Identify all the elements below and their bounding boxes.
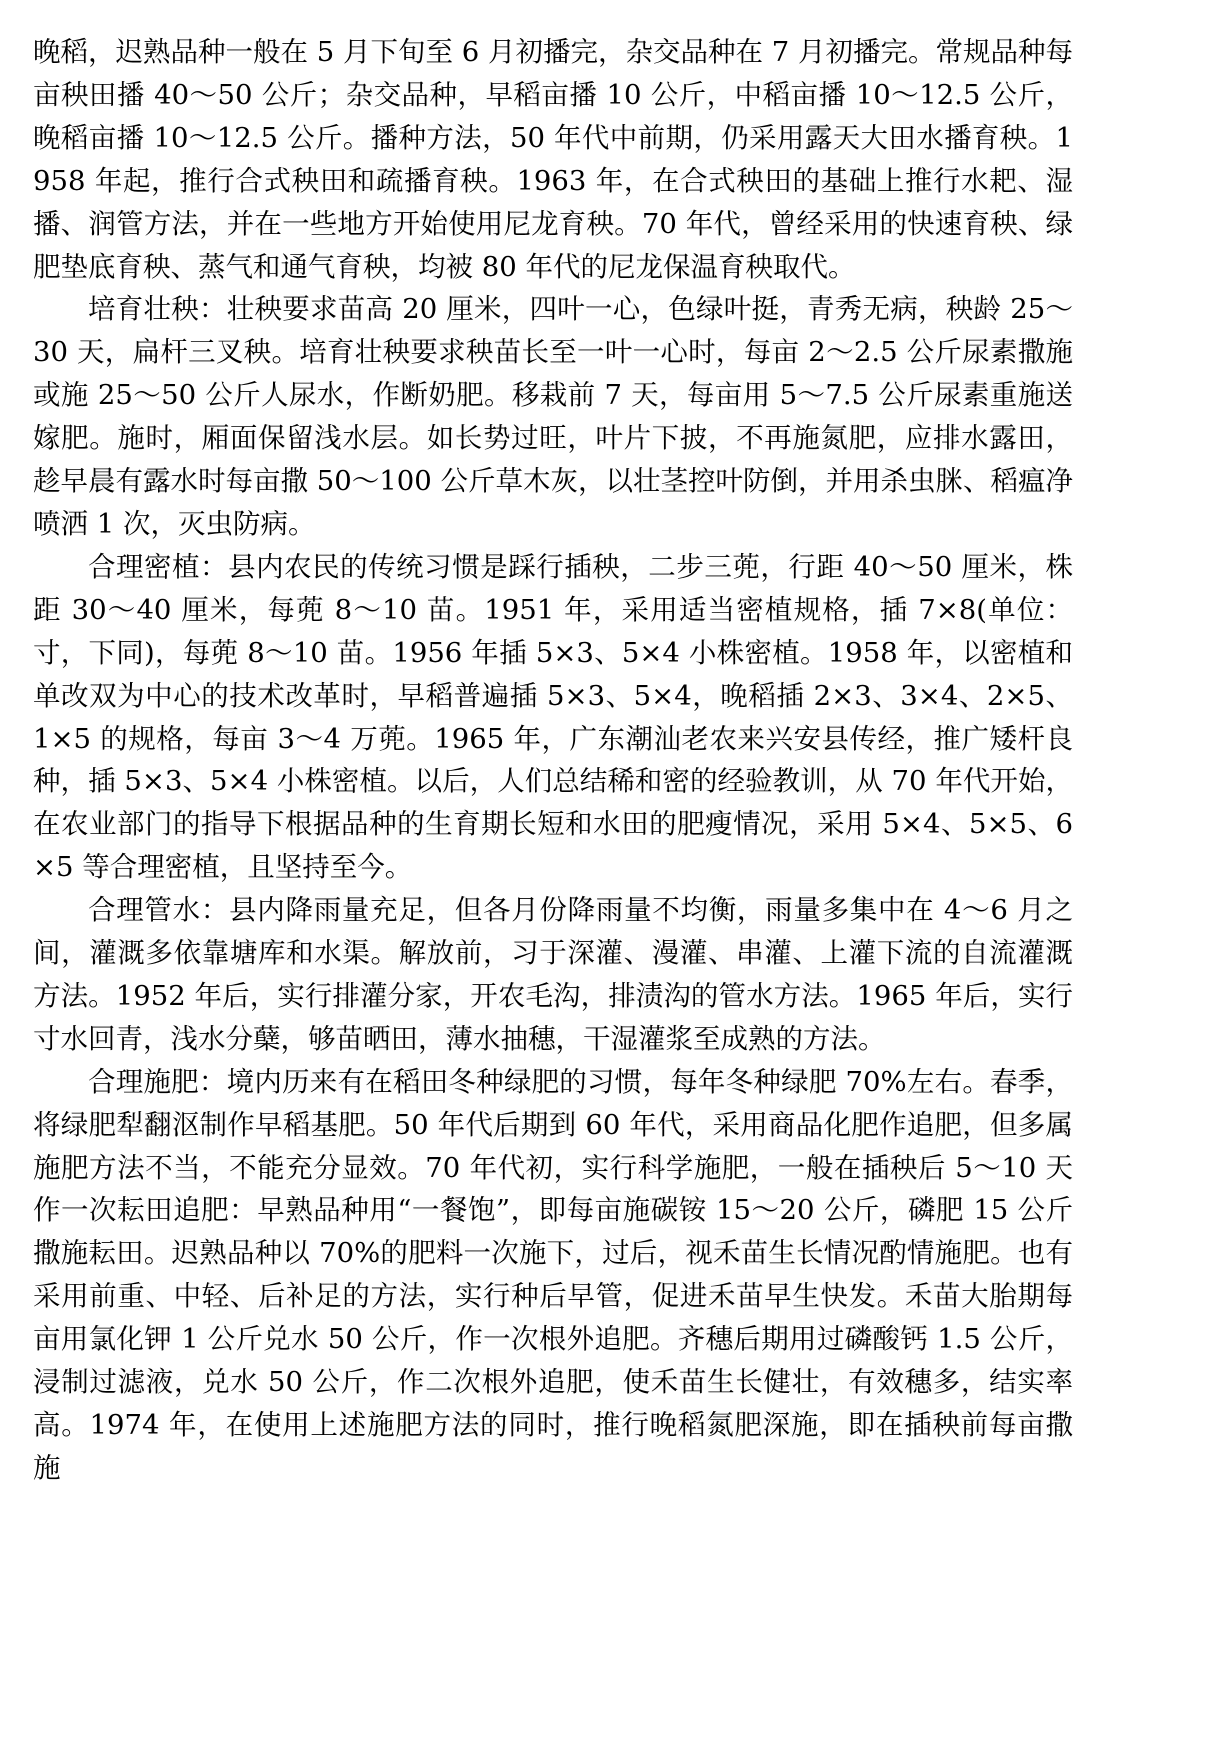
paragraph-sowing-methods: 晚稻，迟熟品种一般在 5 月下旬至 6 月初播完，杂交品种在 7 月初播完。常规品种每亩秧田播 40～50 公斤；杂交品种，早稻亩播 10 公斤，中稻亩播 10～12.5 公斤，晚稻亩播 10～12.5 公斤。播种方法，50 年代中前期，仍采用露天大田水播育秧。1958 年起，推行合式秧田和疏播育秧。1963 年，在合式秧田的基础上推行水耙、湿播、润管方法，并在一些地方开始使用尼龙育秧。70 年代，曾经采用的快速育秧、绿肥垫底育秧、蒸气和通气育秧，均被 80 年代的尼龙保温育秧取代。 — [33, 36, 1073, 283]
paragraph-water-management: 合理管水：县内降雨量充足，但各月份降雨量不均衡，雨量多集中在 4～6 月之间，灌溉多依靠塘库和水渠。解放前，习于深灌、漫灌、串灌、上灌下流的自流灌溉方法。1952 年后，实行排灌分家，开农毛沟，排渍沟的管水方法。1965 年后，实行寸水回青，浅水分蘖，够苗晒田，薄水抽穗，干湿灌浆至成熟的方法。 — [33, 894, 1073, 1055]
paragraph-fertilization: 合理施肥：境内历来有在稻田冬种绿肥的习惯，每年冬种绿肥 70%左右。春季，将绿肥犁翻沤制作早稻基肥。50 年代后期到 60 年代，采用商品化肥作追肥，但多属施肥方法不当，不能充分显效。70 年代初，实行科学施肥，一般在插秧后 5～10 天作一次耘田追肥：早熟品种用“一餐饱”，即每亩施碳铵 15～20 公斤，磷肥 15 公斤撒施耘田。迟熟品种以 70%的肥料一次施下，过后，视禾苗生长情况酌情施肥。也有采用前重、中轻、后补足的方法，实行种后早管，促进禾苗早生快发。禾苗大胎期每亩用氯化钾 1 公斤兑水 50 公斤，作一次根外追肥。齐穗后期用过磷酸钙 1.5 公斤，浸制过滤液，兑水 50 公斤，作二次根外追肥，使禾苗生长健壮，有效穗多，结实率高。1974 年，在使用上述施肥方法的同时，推行晚稻氮肥深施，即在插秧前每亩撒施 — [33, 1065, 1073, 1484]
paragraph-dense-planting: 合理密植：县内农民的传统习惯是踩行插秧，二步三蔸，行距 40～50 厘米，株距 30～40 厘米，每蔸 8～10 苗。1951 年，采用适当密植规格，插 7×8(单位：寸，下同)，每蔸 8～10 苗。1956 年插 5×3、5×4 小株密植。1958 年，以密植和单改双为中心的技术改革时，早稻普遍插 5×3、5×4，晚稻插 2×3、3×4、2×5、1×5 的规格，每亩 3～4 万蔸。1965 年，广东潮汕老农来兴安县传经，推广矮杆良种，插 5×3、5×4 小株密植。以后，人们总结稀和密的经验教训，从 70 年代开始，在农业部门的指导下根据品种的生育期长短和水田的肥瘦情况，采用 5×4、5×5、6×5 等合理密植，且坚持至今。 — [33, 550, 1073, 884]
paragraph-strong-seedlings: 培育壮秧：壮秧要求苗高 20 厘米，四叶一心，色绿叶挺，青秀无病，秧龄 25～30 天，扁杆三叉秧。培育壮秧要求秧苗长至一叶一心时，每亩 2～2.5 公斤尿素撒施或施 25～50 公斤人尿水，作断奶肥。移栽前 7 天，每亩用 5～7.5 公斤尿素重施送嫁肥。施时，厢面保留浅水层。如长势过旺，叶片下披，不再施氮肥，应排水露田，趁早晨有露水时每亩撒 50～100 公斤草木灰，以壮茎控叶防倒，并用杀虫脒、稻瘟净喷洒 1 次，灭虫防病。 — [33, 293, 1073, 540]
